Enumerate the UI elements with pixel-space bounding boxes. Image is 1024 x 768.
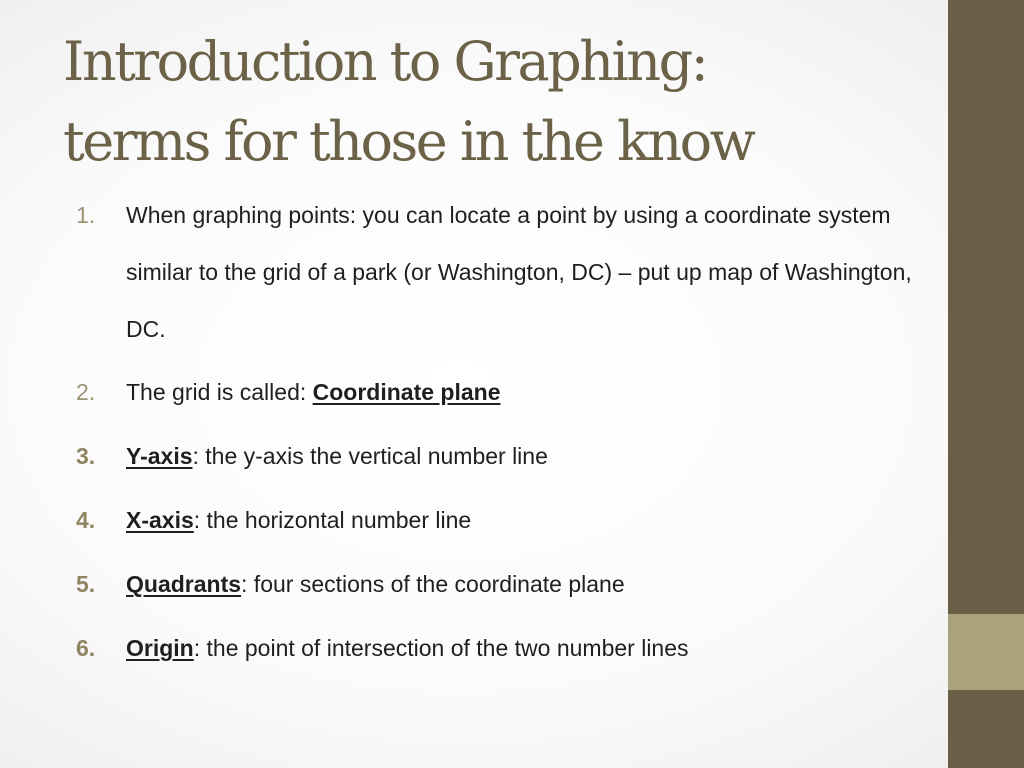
term-origin: Origin [126, 635, 194, 661]
list-number: 3. [76, 443, 96, 469]
term-quadrants: Quadrants [126, 571, 242, 597]
list-item-prefix: The grid is called: [126, 379, 313, 405]
side-bar-accent [948, 614, 1024, 690]
list-number: 6. [76, 635, 96, 661]
list-item-4 [76, 502, 936, 539]
list-item-text: : four sections of the coordinate plane [241, 571, 625, 597]
title-line-2: terms for those in the know [63, 110, 754, 173]
list-item-text: : the y-axis the vertical number line [192, 443, 548, 469]
term-list [76, 187, 936, 694]
list-item-text: : the point of intersection of the two number lines [193, 635, 689, 661]
list-number: 4. [76, 507, 96, 533]
list-item-5 [76, 566, 936, 603]
list-item-1 [76, 187, 936, 358]
list-item-2 [76, 374, 936, 411]
list-item-3 [76, 438, 936, 475]
term-y-axis: Y-axis [126, 443, 193, 469]
term-coordinate-plane: Coordinate plane [312, 379, 501, 405]
list-item-text: When graphing points: you can locate a point by using a coordinate system similar to the grid of a park (or Washington, DC) – put up map of Washington, DC. [126, 202, 912, 342]
list-number: 1. [76, 202, 96, 228]
list-number: 2. [76, 379, 96, 405]
slide-title [63, 22, 933, 182]
list-number: 5. [76, 571, 96, 597]
list-item-6 [76, 630, 936, 667]
term-x-axis: X-axis [126, 507, 194, 533]
title-line-1: Introduction to Graphing: [63, 30, 707, 93]
list-item-text: : the horizontal number line [193, 507, 472, 533]
